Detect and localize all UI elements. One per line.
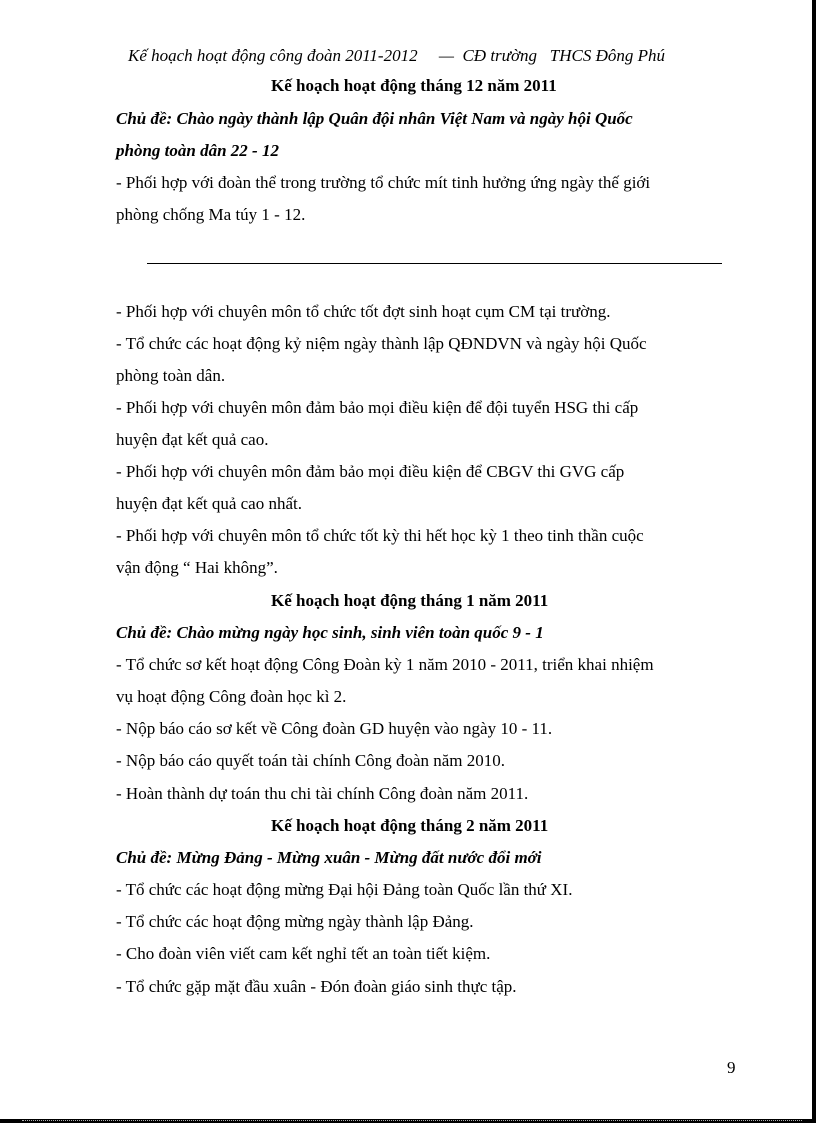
text-line: - Hoàn thành dự toán thu chi tài chính Công đoàn năm 2011. <box>116 784 529 803</box>
text-line: - Nộp báo cáo sơ kết về Công đoàn GD huyện vào ngày 10 - 11. <box>116 719 553 738</box>
section-title-jan: Kế hoạch hoạt động tháng 1 năm 2011 <box>271 591 549 610</box>
separator-line <box>147 263 722 264</box>
text-line: phòng toàn dân. <box>116 366 226 385</box>
text-line: - Tổ chức các hoạt động mừng Đại hội Đảng toàn Quốc lần thứ XI. <box>116 880 573 899</box>
text-line: - Tổ chức sơ kết hoạt động Công Đoàn kỳ 1 năm 2010 - 2011, triển khai nhiệm <box>116 655 654 674</box>
text-line: - Tổ chức các hoạt động mừng ngày thành lập Đảng. <box>116 912 474 931</box>
text-line: huyện đạt kết quả cao nhất. <box>116 494 302 513</box>
section-topic-jan: Chủ đề: Chào mừng ngày học sinh, sinh viên toàn quốc 9 - 1 <box>116 623 544 642</box>
text-line: - Nộp báo cáo quyết toán tài chính Công đoàn năm 2010. <box>116 751 506 770</box>
text-line: vận động “ Hai không”. <box>116 558 278 577</box>
page-number: 9 <box>727 1058 736 1077</box>
text-line: - Phối hợp với chuyên môn tổ chức tốt kỳ thi hết học kỳ 1 theo tinh thần cuộc <box>116 526 644 545</box>
text-line: phòng chống Ma túy 1 - 12. <box>116 205 306 224</box>
text-line: vụ hoạt động Công đoàn học kì 2. <box>116 687 347 706</box>
page-bottom-dotted-line <box>22 1120 802 1121</box>
section-title-dec: Kế hoạch hoạt động tháng 12 năm 2011 <box>271 76 557 95</box>
page-border-right <box>812 0 816 1123</box>
text-line: - Phối hợp với chuyên môn đảm bảo mọi điều kiện để đội tuyển HSG thi cấp <box>116 398 639 417</box>
text-line: - Tổ chức các hoạt động kỷ niệm ngày thành lập QĐNDVN và ngày hội Quốc <box>116 334 647 353</box>
section-topic-feb: Chủ đề: Mừng Đảng - Mừng xuân - Mừng đất nước đổi mới <box>116 848 542 867</box>
text-line: - Phối hợp với chuyên môn tổ chức tốt đợt sinh hoạt cụm CM tại trường. <box>116 302 611 321</box>
text-line: - Phối hợp với chuyên môn đảm bảo mọi điều kiện để CBGV thi GVG cấp <box>116 462 625 481</box>
section-title-feb: Kế hoạch hoạt động tháng 2 năm 2011 <box>271 816 549 835</box>
section-topic-dec-line1: Chủ đề: Chào ngày thành lập Quân đội nhân Việt Nam và ngày hội Quốc <box>116 109 633 128</box>
text-line: - Tổ chức gặp mặt đầu xuân - Đón đoàn giáo sinh thực tập. <box>116 977 517 996</box>
page-header: Kế hoạch hoạt động công đoàn 2011-2012 — CĐ trường THCS Đông Phú <box>128 46 665 65</box>
text-line: - Cho đoàn viên viết cam kết nghỉ tết an toàn tiết kiệm. <box>116 944 491 963</box>
text-line: - Phối hợp với đoàn thể trong trường tổ chức mít tinh hưởng ứng ngày thế giới <box>116 173 651 192</box>
section-topic-dec-line2: phòng toàn dân 22 - 12 <box>116 141 279 160</box>
text-line: huyện đạt kết quả cao. <box>116 430 269 449</box>
